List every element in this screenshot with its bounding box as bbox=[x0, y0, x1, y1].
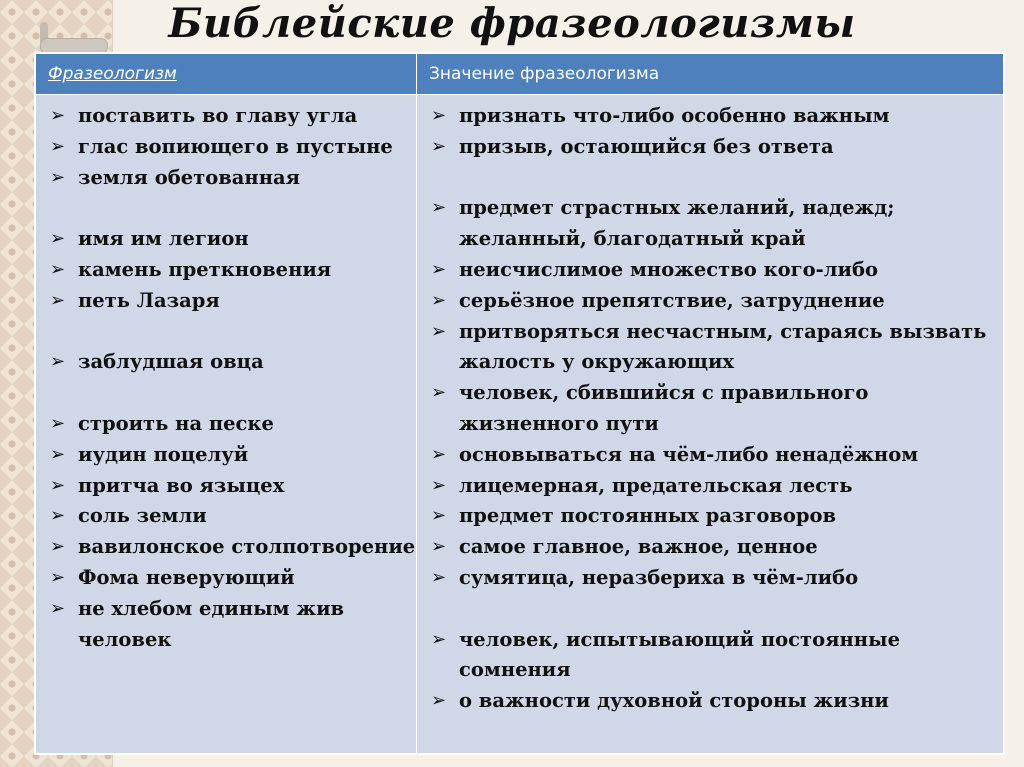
arrow-bullet-icon: ➢ bbox=[431, 690, 447, 712]
arrow-bullet-icon: ➢ bbox=[50, 351, 66, 373]
meaning-item bbox=[429, 471, 1003, 502]
phraseology-table bbox=[34, 52, 1005, 755]
meaning-item-text: лицемерная, предательская лесть bbox=[459, 473, 853, 497]
meaning-item bbox=[429, 686, 1003, 717]
arrow-bullet-icon: ➢ bbox=[431, 197, 447, 219]
meaning-item-text: сумятица, неразбериха в чём-либо bbox=[459, 565, 859, 589]
meaning-item bbox=[429, 286, 1003, 317]
phrase-item-text: петь Лазаря bbox=[78, 288, 220, 312]
phrase-item bbox=[48, 101, 416, 132]
meaning-item-text: предмет постоянных разговоров bbox=[459, 504, 837, 528]
arrow-bullet-icon: ➢ bbox=[50, 536, 66, 558]
meaning-item bbox=[429, 440, 1003, 471]
phrase-item bbox=[48, 224, 416, 255]
arrow-bullet-icon: ➢ bbox=[50, 289, 66, 311]
arrow-bullet-icon: ➢ bbox=[431, 474, 447, 496]
phrase-item-text: камень преткновения bbox=[78, 257, 332, 281]
meaning-item-text: призыв, остающийся без ответа bbox=[459, 134, 834, 158]
meaning-item bbox=[429, 101, 1003, 132]
arrow-bullet-icon: ➢ bbox=[50, 412, 66, 434]
arrow-bullet-icon: ➢ bbox=[431, 289, 447, 311]
arrow-bullet-icon: ➢ bbox=[431, 382, 447, 404]
meaning-item bbox=[429, 563, 1003, 594]
arrow-bullet-icon: ➢ bbox=[431, 628, 447, 650]
meaning-item bbox=[429, 193, 1003, 255]
arrow-bullet-icon: ➢ bbox=[50, 597, 66, 619]
page-title: Библейские фразеологизмы bbox=[168, 0, 856, 47]
arrow-bullet-icon: ➢ bbox=[431, 443, 447, 465]
list-spacer bbox=[48, 378, 416, 409]
phrase-item bbox=[48, 286, 416, 317]
phrase-item-text: земля обетованная bbox=[78, 165, 301, 189]
phrase-item bbox=[48, 532, 416, 563]
meaning-cell bbox=[417, 95, 1004, 754]
list-spacer bbox=[429, 163, 1003, 194]
arrow-bullet-icon: ➢ bbox=[50, 505, 66, 527]
meaning-item-text: неисчислимое множество кого-либо bbox=[459, 257, 878, 281]
meaning-item-text: человек, испытывающий постоянные сомнения bbox=[459, 627, 900, 682]
phrase-item-text: соль земли bbox=[78, 504, 207, 528]
phrase-item bbox=[48, 501, 416, 532]
arrow-bullet-icon: ➢ bbox=[431, 320, 447, 342]
phrase-cell bbox=[36, 95, 417, 754]
phrase-item-text: вавилонское столпотворение bbox=[78, 535, 416, 559]
arrow-bullet-icon: ➢ bbox=[50, 474, 66, 496]
arrow-bullet-icon: ➢ bbox=[431, 536, 447, 558]
phrase-list bbox=[48, 101, 416, 655]
phrase-item bbox=[48, 132, 416, 163]
phrase-item bbox=[48, 563, 416, 594]
meaning-item bbox=[429, 378, 1003, 440]
meaning-item-text: основываться на чём-либо ненадёжном bbox=[459, 442, 919, 466]
phrase-item-text: поставить во главу угла bbox=[78, 104, 358, 127]
arrow-bullet-icon: ➢ bbox=[431, 566, 447, 588]
phrase-item-text: Фома неверующий bbox=[78, 565, 295, 589]
phrase-item-text: притча во языцех bbox=[78, 473, 285, 497]
arrow-bullet-icon: ➢ bbox=[431, 258, 447, 280]
meaning-item-text: признать что-либо особенно важным bbox=[459, 104, 890, 127]
arrow-bullet-icon: ➢ bbox=[50, 105, 66, 126]
table-body-row bbox=[36, 95, 1004, 754]
meaning-item-text: притворяться несчастным, стараясь вызвать жалость у окружающих bbox=[459, 319, 987, 374]
meaning-item-text: серьёзное препятствие, затруднение bbox=[459, 288, 885, 312]
arrow-bullet-icon: ➢ bbox=[50, 258, 66, 280]
phrase-item bbox=[48, 594, 416, 656]
arrow-bullet-icon: ➢ bbox=[50, 443, 66, 465]
arrow-bullet-icon: ➢ bbox=[431, 105, 447, 126]
phrase-item bbox=[48, 163, 416, 194]
list-spacer bbox=[429, 594, 1003, 625]
arrow-bullet-icon: ➢ bbox=[50, 566, 66, 588]
phrase-item-text: имя им легион bbox=[78, 227, 249, 251]
phrase-item-text: заблудшая овца bbox=[78, 350, 264, 374]
arrow-bullet-icon: ➢ bbox=[50, 135, 66, 157]
arrow-bullet-icon: ➢ bbox=[50, 228, 66, 250]
header-meaning: Значение фразеологизма bbox=[417, 54, 1004, 95]
phrase-item-text: не хлебом единым жив человек bbox=[78, 596, 345, 651]
meaning-item-text: самое главное, важное, ценное bbox=[459, 535, 818, 559]
phrase-item-text: иудин поцелуй bbox=[78, 442, 249, 466]
arrow-bullet-icon: ➢ bbox=[431, 135, 447, 157]
meaning-item bbox=[429, 317, 1003, 379]
meaning-item bbox=[429, 132, 1003, 163]
meaning-item bbox=[429, 255, 1003, 286]
meaning-item bbox=[429, 532, 1003, 563]
phrase-item bbox=[48, 440, 416, 471]
phrase-item bbox=[48, 471, 416, 502]
phrase-item bbox=[48, 409, 416, 440]
list-spacer bbox=[48, 317, 416, 348]
arrow-bullet-icon: ➢ bbox=[50, 166, 66, 188]
meaning-item-text: о важности духовной стороны жизни bbox=[459, 689, 889, 713]
meaning-item-text: предмет страстных желаний, надежд; желанный, благодатный край bbox=[459, 196, 895, 251]
meaning-item bbox=[429, 501, 1003, 532]
phrase-item-text: строить на песке bbox=[78, 411, 274, 435]
phrase-item bbox=[48, 255, 416, 286]
phrase-item-text: глас вопиющего в пустыне bbox=[78, 134, 393, 158]
arrow-bullet-icon: ➢ bbox=[431, 505, 447, 527]
phrase-item bbox=[48, 347, 416, 378]
table-header-row bbox=[36, 54, 1004, 95]
meaning-item-text: человек, сбившийся с правильного жизненного пути bbox=[459, 381, 869, 435]
meaning-list bbox=[429, 101, 1003, 717]
header-phrase: Фразеологизм bbox=[36, 54, 417, 95]
meaning-item bbox=[429, 625, 1003, 687]
list-spacer bbox=[48, 193, 416, 224]
